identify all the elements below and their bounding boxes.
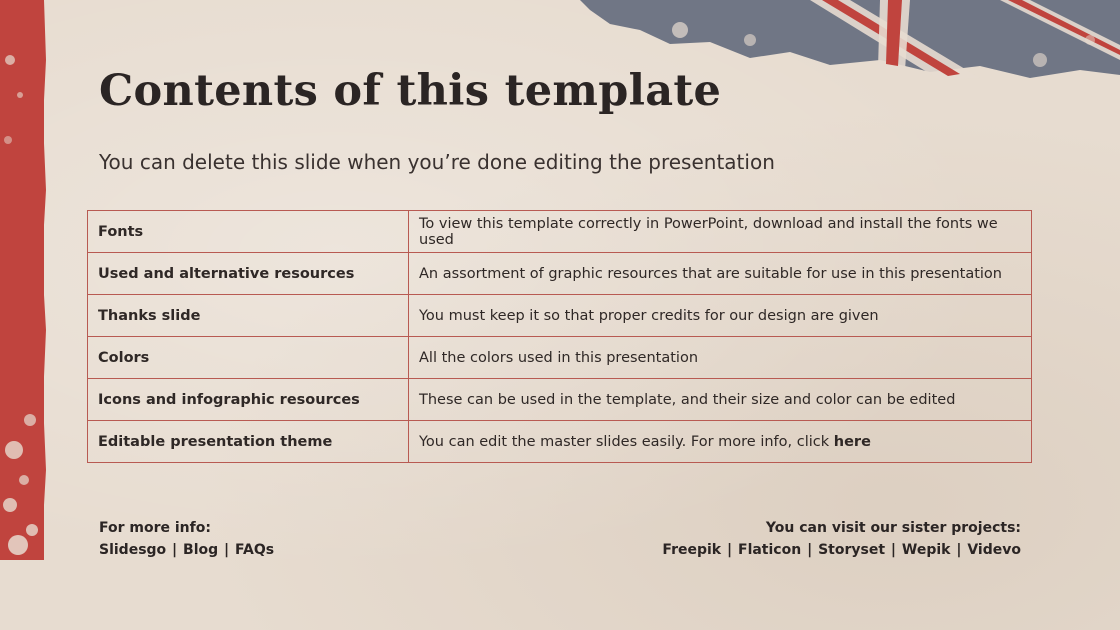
grunge-red-strip — [0, 0, 46, 560]
row-title: Thanks slide — [88, 295, 409, 337]
separator: | — [224, 542, 230, 558]
footer-left-heading: For more info: — [99, 520, 211, 536]
row-title: Colors — [88, 337, 409, 379]
contents-table — [87, 210, 1032, 463]
freepik-link[interactable]: Freepik — [662, 542, 722, 558]
row-description: These can be used in the template, and their size and color can be edited — [409, 379, 1032, 421]
faqs-link[interactable]: FAQs — [235, 542, 275, 558]
row-description-text: You can edit the master slides easily. For more info, click — [419, 433, 834, 450]
separator: | — [807, 542, 813, 558]
table-row — [88, 379, 1032, 421]
row-title: Used and alternative resources — [88, 253, 409, 295]
flaticon-link[interactable]: Flaticon — [738, 542, 802, 558]
footer-more-info — [99, 517, 274, 561]
row-title: Editable presentation theme — [88, 421, 409, 463]
footer-right-links — [662, 539, 1021, 561]
separator: | — [727, 542, 733, 558]
row-description: An assortment of graphic resources that are suitable for use in this presentation — [409, 253, 1032, 295]
footer-sister-projects — [662, 517, 1021, 561]
slide-subtitle: You can delete this slide when you’re done editing the presentation — [99, 150, 775, 174]
videvo-link[interactable]: Videvo — [967, 542, 1021, 558]
row-description: All the colors used in this presentation — [409, 337, 1032, 379]
separator: | — [172, 542, 178, 558]
table-row — [88, 421, 1032, 463]
here-link[interactable]: here — [833, 433, 871, 450]
table-row — [88, 253, 1032, 295]
row-title: Fonts — [88, 211, 409, 253]
table-row — [88, 211, 1032, 253]
footer-left-links — [99, 539, 274, 561]
table-row — [88, 295, 1032, 337]
row-description — [409, 421, 1032, 463]
storyset-link[interactable]: Storyset — [818, 542, 886, 558]
footer-right-heading: You can visit our sister projects: — [765, 520, 1021, 536]
blog-link[interactable]: Blog — [183, 542, 219, 558]
separator: | — [890, 542, 897, 558]
table-row — [88, 337, 1032, 379]
row-description: You must keep it so that proper credits for our design are given — [409, 295, 1032, 337]
slidesgo-link[interactable]: Slidesgo — [99, 542, 167, 558]
row-title: Icons and infographic resources — [88, 379, 409, 421]
slide-title: Contents of this template — [99, 66, 722, 116]
wepik-link[interactable]: Wepik — [901, 542, 951, 558]
row-description: To view this template correctly in PowerPoint, download and install the fonts we used — [409, 211, 1032, 253]
separator: | — [956, 542, 962, 558]
